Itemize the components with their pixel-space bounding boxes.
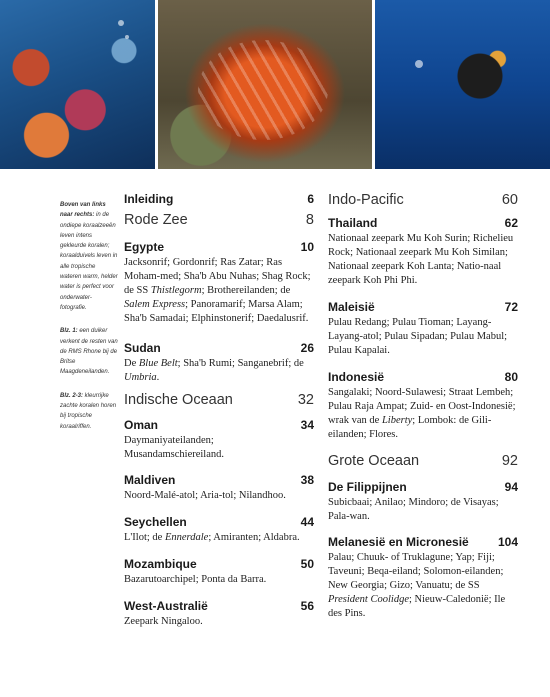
toc-entry (124, 473, 314, 503)
toc-heading-row (328, 480, 518, 494)
bubble-icon (118, 20, 124, 26)
toc-description-text: ; Sha'b Rumi; Sanganebrif; de (177, 358, 304, 369)
caption-text: kleurrijke zachte koralen horen bij tropische koraalriffen. (60, 392, 117, 430)
toc-description-italic: Blue Belt (138, 358, 178, 369)
toc-description-text: Subicbaai; Anilao; Mindoro; de Visayas; Pala-wan. (328, 497, 499, 522)
toc-heading-row (124, 557, 314, 571)
toc-heading-row (124, 240, 314, 254)
toc-title: Sudan (124, 341, 161, 355)
toc-entry (124, 240, 314, 326)
caption-lead: Boven van links naar rechts: (60, 202, 106, 219)
toc-description-text: ; Amiranten; Aldabra. (208, 532, 300, 543)
toc-description-text: Palau; Chuuk- of Truklagune; Yap; Fiji; Taveuni; Beqa-eiland; Solomon-eilanden; New Georgia; Gizo; Vanuatu; de SS (328, 552, 504, 591)
toc-title: De Filippijnen (328, 480, 407, 494)
toc-heading-row (328, 216, 518, 230)
toc-title: Indonesië (328, 370, 385, 384)
toc-description-text: Jacksonrif; Gordonrif; Ras Zatar; Ras Moham-med; Sha'b Abu Nuhas; Shag Rock; de SS (124, 257, 311, 296)
toc-description-text: Pulau Redang; Pulau Tioman; Layang-Layang-atol; Pulau Sipadan; Pulau Mabul; Pulau Kapalai. (328, 317, 508, 356)
toc-heading-row (124, 473, 314, 487)
toc-entry (124, 418, 314, 462)
toc-page-number: 94 (504, 480, 518, 494)
toc-title: Indische Oceaan (124, 392, 233, 408)
toc-page-number: 80 (504, 370, 518, 384)
caption-text: een duiker verkent de resten van de RMS Rhone bij de Britse Maagdeneilanden. (60, 328, 118, 376)
toc-description-italic: Ennerdale (164, 532, 209, 543)
caption-paragraph (60, 200, 118, 313)
caption-text: in de ondiepe koraalzeeën leven intens gekleurde koralen; koraalduivels leven in alle tropische wateren warm, helder water is perfect voor onderwater-fotografie. (60, 212, 118, 311)
coral-reef-diver-photo (0, 0, 155, 169)
lionfish-fins (198, 40, 328, 140)
toc-entry (124, 515, 314, 545)
toc-heading-row (328, 300, 518, 314)
toc-title: Thailand (328, 216, 378, 230)
toc-page-number: 26 (300, 341, 314, 355)
toc-page-number: 56 (300, 599, 314, 613)
toc-heading-row (124, 212, 314, 228)
toc-description (328, 316, 518, 358)
toc-description-text: Zeepark Ningaloo. (124, 616, 203, 627)
toc-description (124, 357, 314, 385)
toc-description (328, 551, 518, 621)
toc-description-text: Noord-Malé-atol; Aria-tol; Nilandhoo. (124, 490, 286, 501)
toc-page-number: 8 (305, 212, 314, 228)
toc-description-italic: Salem Express (124, 299, 186, 310)
toc-page-number: 10 (300, 240, 314, 254)
toc-heading-row (124, 192, 314, 206)
photo-strip (0, 0, 550, 169)
toc-page-number: 32 (297, 392, 314, 408)
toc-description-italic: President Coolidge (328, 594, 409, 605)
toc-heading-row (124, 418, 314, 432)
toc-title: Grote Oceaan (328, 453, 420, 469)
toc-heading-row (124, 341, 314, 355)
toc-title: Mozambique (124, 557, 197, 571)
toc-description (124, 615, 314, 629)
toc-entry (328, 370, 518, 442)
toc-entry (124, 341, 314, 385)
toc-description-text: ; Panoramarif; Marsa Alam; Sha'b Samadai; Elphinstonerif; Daedalusrif. (124, 299, 309, 324)
toc-description (124, 573, 314, 587)
toc-description-text: . (156, 372, 160, 383)
toc-page-number: 6 (307, 192, 314, 206)
toc-description (328, 496, 518, 524)
diver-with-camera-photo (375, 0, 550, 169)
toc-title: Oman (124, 418, 159, 432)
toc-description (124, 256, 314, 326)
toc-title: Seychellen (124, 515, 187, 529)
toc-page-number: 62 (504, 216, 518, 230)
toc-column-right (328, 192, 518, 621)
toc-entry (328, 535, 518, 621)
toc-entry (124, 599, 314, 629)
caption-paragraph (60, 391, 118, 432)
bubble-icon (415, 60, 423, 68)
photo-caption (60, 200, 118, 445)
toc-title: West-Australië (124, 599, 208, 613)
toc-description-italic: Liberty (381, 415, 413, 426)
toc-entry (328, 216, 518, 288)
toc-title: Melanesië en Micronesië (328, 535, 469, 549)
caption-lead: Blz. 1: (60, 328, 78, 335)
toc-page-number: 44 (300, 515, 314, 529)
toc-description-text: Bazarutoarchipel; Ponta da Barra. (124, 574, 267, 585)
toc-page-number: 34 (300, 418, 314, 432)
toc-description (124, 489, 314, 503)
caption-lead: Blz. 2-3: (60, 392, 84, 399)
toc-description-text: ; Nieuw-Caledonië; Ile des Pins. (328, 594, 506, 619)
toc-section (328, 453, 518, 469)
toc-heading-row (124, 599, 314, 613)
toc-page-number: 50 (300, 557, 314, 571)
toc-page-number: 38 (300, 473, 314, 487)
toc-heading-row (328, 453, 518, 469)
toc-description-text: L'Ilot; de (124, 532, 165, 543)
toc-page-number: 72 (504, 300, 518, 314)
toc-title: Inleiding (124, 192, 174, 206)
toc-heading-row (124, 392, 314, 408)
toc-description (124, 531, 314, 545)
toc-description-text: ; Brothereilanden; de (201, 285, 291, 296)
toc-section (124, 392, 314, 408)
toc-description (328, 232, 518, 288)
toc-title: Egypte (124, 240, 165, 254)
toc-description-text: Daymaniyateilanden; Musandamschiereiland. (124, 435, 225, 460)
toc-description-text: Nationaal zeepark Mu Koh Surin; Richelieu Rock; Nationaal zeepark Mu Koh Similan; Nationaal zeepark Koh Lanta; Natio-naal zeepark Koh Phi Phi. (328, 233, 514, 286)
toc-title: Rode Zee (124, 212, 188, 228)
toc-description-text: De (124, 358, 139, 369)
toc-title: Maleisië (328, 300, 375, 314)
toc-title: Maldiven (124, 473, 176, 487)
toc-description-italic: Umbria (124, 372, 157, 383)
toc-description (124, 434, 314, 462)
toc-heading-row (328, 192, 518, 208)
toc-entry (328, 480, 518, 524)
lionfish-photo (158, 0, 372, 169)
toc-page-number: 60 (501, 192, 518, 208)
toc-description (328, 386, 518, 442)
toc-description-text: Sangalaki; Noord-Sulawesi; Straat Lembeh; Pulau Raja Ampat; Zuid- en Oost-Indonesië; wrak van de (328, 387, 516, 426)
toc-column-left (124, 192, 314, 629)
caption-paragraph (60, 326, 118, 377)
toc-section (124, 212, 314, 228)
toc-heading-row (328, 535, 518, 549)
toc-entry (328, 300, 518, 358)
toc-section (328, 192, 518, 208)
toc-description-text: ; Lombok: de Gili-eilanden; Flores. (328, 415, 492, 440)
toc-page-number: 92 (501, 453, 518, 469)
toc-description-italic: Thistlegorm (150, 285, 202, 296)
toc-page-number: 104 (497, 535, 518, 549)
toc-title: Indo-Pacific (328, 192, 404, 208)
toc-heading-row (328, 370, 518, 384)
toc-entry (124, 192, 314, 206)
toc-entry (124, 557, 314, 587)
bubble-icon (125, 35, 129, 39)
toc-heading-row (124, 515, 314, 529)
